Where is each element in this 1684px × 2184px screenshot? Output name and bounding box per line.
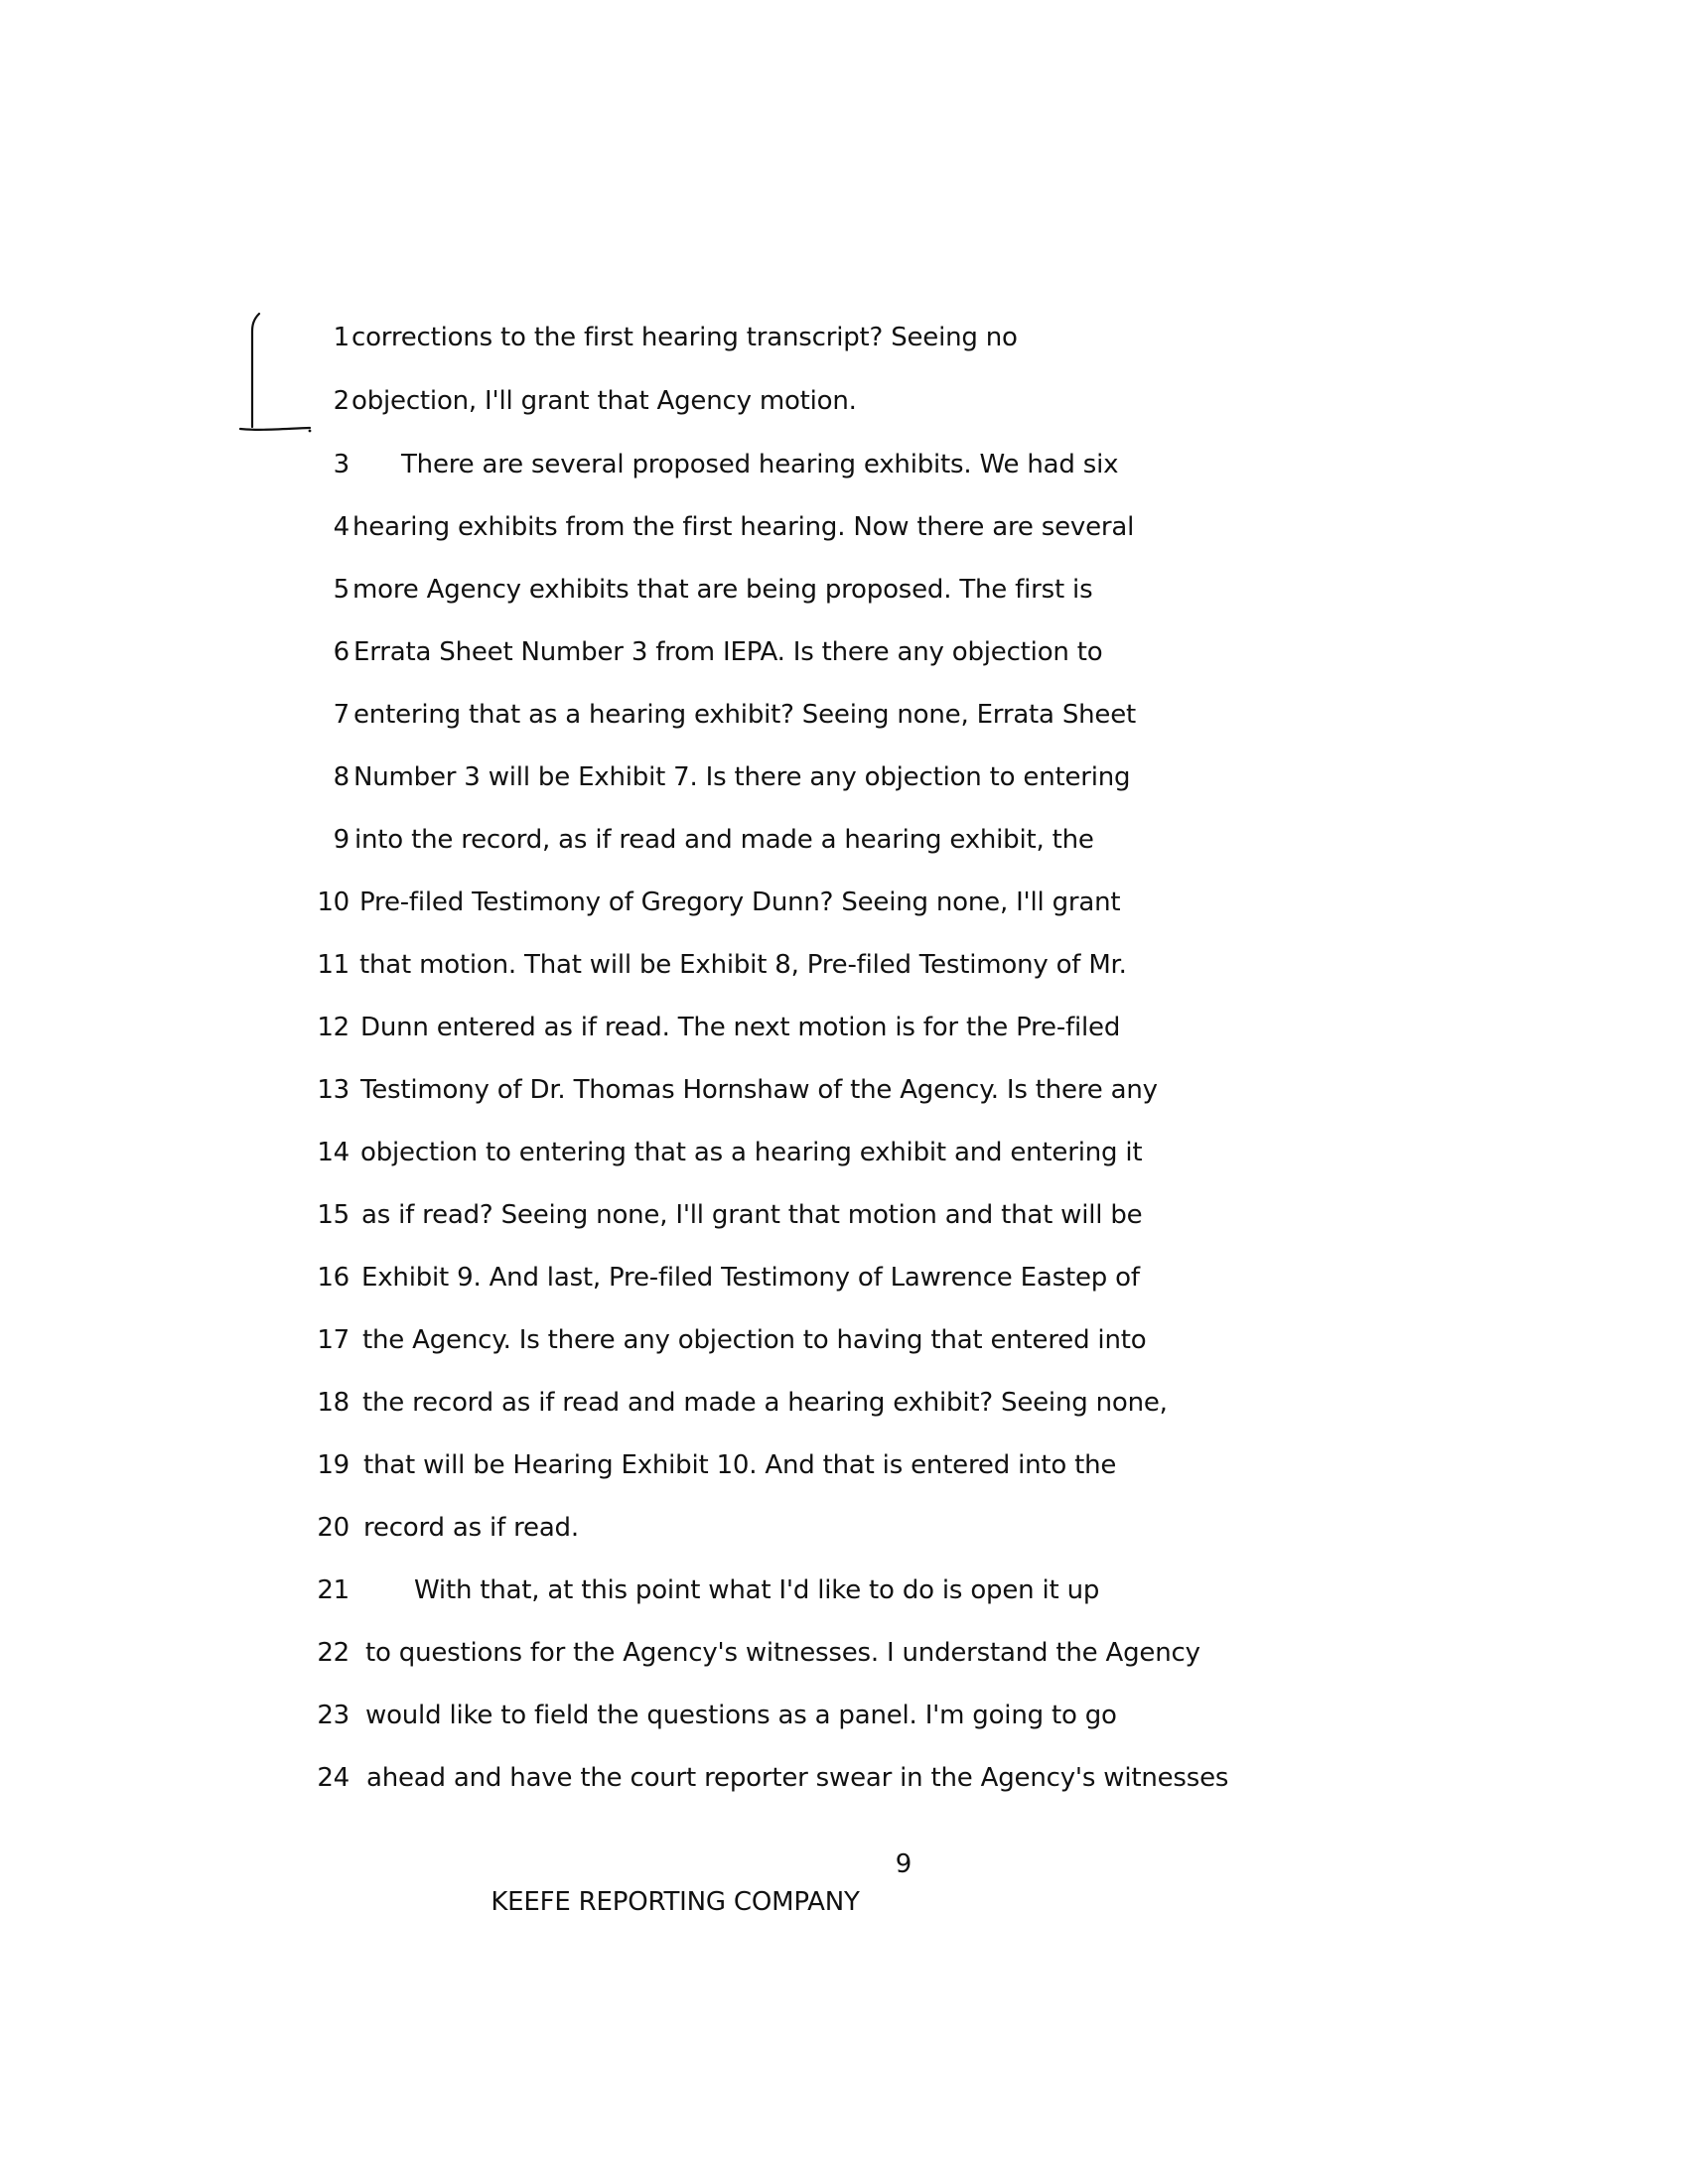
line-number: 13 xyxy=(317,1075,350,1105)
line-number: 16 xyxy=(317,1263,350,1293)
line-text: Testimony of Dr. Thomas Hornshaw of the Agency. Is there any xyxy=(360,1075,1158,1105)
line-number: 3 xyxy=(333,450,350,479)
line-text: ahead and have the court reporter swear in the Agency's witnesses xyxy=(366,1763,1229,1793)
line-text: Exhibit 9. And last, Pre-filed Testimony of Lawrence Eastep of xyxy=(361,1263,1140,1293)
line-text: that motion. That will be Exhibit 8, Pre-filed Testimony of Mr. xyxy=(359,950,1127,980)
line-text: would like to field the questions as a panel. I'm going to go xyxy=(365,1701,1117,1730)
line-text: corrections to the first hearing transcript? Seeing no xyxy=(351,323,1018,352)
page-number: 9 xyxy=(895,1849,912,1879)
line-text: Errata Sheet Number 3 from IEPA. Is there any objection to xyxy=(353,637,1103,667)
line-number: 15 xyxy=(317,1200,350,1230)
line-number: 14 xyxy=(317,1138,350,1167)
line-text: to questions for the Agency's witnesses. I understand the Agency xyxy=(365,1638,1200,1668)
line-number: 23 xyxy=(317,1701,350,1730)
line-text: the record as if read and made a hearing exhibit? Seeing none, xyxy=(362,1388,1168,1418)
line-number: 12 xyxy=(317,1013,350,1042)
line-number: 11 xyxy=(317,950,350,980)
line-number: 19 xyxy=(317,1450,350,1480)
line-number: 8 xyxy=(333,762,350,792)
line-text: into the record, as if read and made a hearing exhibit, the xyxy=(354,825,1094,855)
line-number: 4 xyxy=(333,512,350,542)
line-number: 7 xyxy=(333,700,350,730)
line-number: 17 xyxy=(317,1325,350,1355)
line-number: 6 xyxy=(333,637,350,667)
line-number: 2 xyxy=(333,386,350,416)
line-text: that will be Hearing Exhibit 10. And that is entered into the xyxy=(363,1450,1117,1480)
line-text: record as if read. xyxy=(363,1513,579,1543)
line-text: There are several proposed hearing exhibits. We had six xyxy=(401,450,1119,479)
line-text: With that, at this point what I'd like to do is open it up xyxy=(414,1575,1100,1605)
line-text: objection, I'll grant that Agency motion. xyxy=(351,386,857,416)
line-text: objection to entering that as a hearing exhibit and entering it xyxy=(360,1138,1143,1167)
line-number: 22 xyxy=(317,1638,350,1668)
line-number: 24 xyxy=(317,1763,350,1793)
line-text: entering that as a hearing exhibit? Seeing none, Errata Sheet xyxy=(353,700,1137,730)
line-number: 21 xyxy=(317,1575,350,1605)
line-number: 5 xyxy=(333,575,350,605)
line-number: 1 xyxy=(333,323,350,352)
footer-company: KEEFE REPORTING COMPANY xyxy=(491,1887,860,1917)
line-text: hearing exhibits from the first hearing. Now there are several xyxy=(352,512,1135,542)
line-text: Pre-filed Testimony of Gregory Dunn? Seeing none, I'll grant xyxy=(359,887,1121,917)
line-number: 18 xyxy=(317,1388,350,1418)
line-number: 10 xyxy=(317,887,350,917)
line-text: as if read? Seeing none, I'll grant that motion and that will be xyxy=(361,1200,1143,1230)
line-text: Number 3 will be Exhibit 7. Is there any objection to entering xyxy=(353,762,1131,792)
line-number: 9 xyxy=(333,825,350,855)
line-text: more Agency exhibits that are being proposed. The first is xyxy=(352,575,1093,605)
line-number: 20 xyxy=(317,1513,350,1543)
line-text: the Agency. Is there any objection to having that entered into xyxy=(362,1325,1147,1355)
line-text: Dunn entered as if read. The next motion is for the Pre-filed xyxy=(360,1013,1121,1042)
